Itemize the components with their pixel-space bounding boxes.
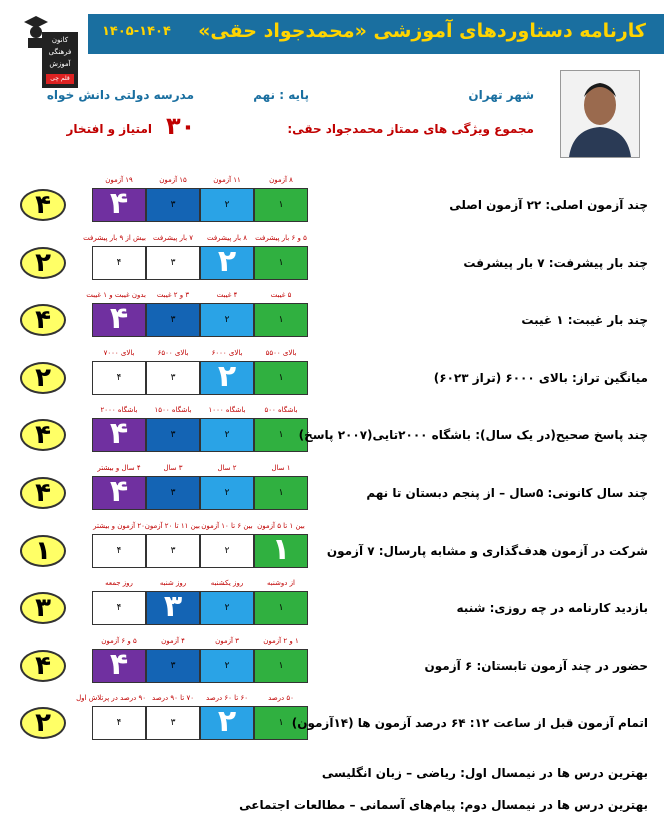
row-score-badge: ۲	[20, 247, 66, 279]
level-caption: ۴ آزمون	[161, 636, 185, 645]
level-cell-4: ۴	[92, 591, 146, 625]
page-title: کارنامه دستاوردهای آموزشی «محمدجواد حقی»	[198, 20, 646, 42]
city-label: شهر تهران	[468, 88, 534, 102]
row-score-badge: ۴	[20, 419, 66, 451]
row-score-badge: ۴	[20, 650, 66, 682]
level-captions	[92, 349, 308, 361]
level-caption: ۷۰ تا ۹۰ درصد	[152, 694, 194, 703]
level-cell-3: ۳	[146, 188, 200, 222]
level-cell-1: ۱	[254, 246, 308, 280]
level-cells	[92, 476, 308, 510]
level-cell-4: ۴	[92, 476, 146, 510]
level-caption: ۸ آزمون	[269, 176, 293, 184]
level-cells	[92, 591, 308, 625]
level-cell-1: ۱	[254, 591, 308, 625]
level-cells	[92, 188, 308, 222]
total-score: ۳۰	[166, 112, 196, 140]
level-cell-4: ۴	[92, 188, 146, 222]
level-caption: بین ۱۱ تا ۲۰ آزمون	[144, 521, 200, 530]
level-captions	[76, 694, 308, 706]
header-banner	[88, 14, 664, 54]
level-cells	[92, 243, 308, 280]
level-cell-2: ۲	[200, 649, 254, 683]
level-caption: بین ۶ تا ۱۰ آزمون	[201, 521, 253, 530]
level-cell-1: ۱	[254, 706, 308, 740]
level-cell-4: ۴	[92, 303, 146, 337]
academic-year: ۱۴۰۵-۱۴۰۴	[102, 24, 171, 39]
level-cell-1: ۱	[254, 418, 308, 452]
level-caption: بالای ۵۵۰۰	[265, 348, 297, 357]
level-cells	[92, 418, 308, 452]
level-cell-2: ۲	[200, 188, 254, 222]
level-cell-4: ۴	[92, 649, 146, 683]
level-caption: ۳ آزمون	[215, 636, 239, 645]
logo-line: کانون	[51, 36, 69, 44]
level-caption: بین ۱ تا ۵ آزمون	[257, 521, 305, 530]
level-caption: ۱۵ آزمون	[159, 176, 187, 184]
level-caption: ۵ غیبت	[270, 291, 292, 300]
level-caption: ۲ سال	[217, 464, 237, 472]
level-caption: بیش از ۹ بار پیشرفت	[83, 233, 146, 242]
level-caption: ۷ بار پیشرفت	[152, 233, 194, 242]
level-caption: ۳ و ۲ غیبت	[156, 291, 190, 300]
row-label: میانگین تراز: بالای ۶۰۰۰ (تراز ۶۰۲۳)	[433, 370, 648, 385]
level-cell-1: ۱	[254, 188, 308, 222]
row-label: حضور در چند آزمون تابستان: ۶ آزمون	[424, 658, 648, 673]
level-caption: ۱ سال	[271, 464, 291, 472]
level-cell-1: ۱	[254, 649, 308, 683]
level-cell-2: ۲	[200, 361, 254, 395]
level-cell-2: ۲	[200, 476, 254, 510]
level-cell-2: ۲	[200, 591, 254, 625]
level-cell-1: ۱	[254, 303, 308, 337]
level-cell-2: ۲	[200, 706, 254, 740]
row-score-badge: ۴	[20, 477, 66, 509]
level-caption: روز جمعه	[105, 579, 133, 588]
level-cell-3: ۳	[146, 303, 200, 337]
level-caption: ۱۹ آزمون	[105, 176, 133, 184]
level-caption: باشگاه ۱۵۰۰	[154, 406, 192, 415]
row-score-badge: ۲	[20, 707, 66, 739]
logo-line: فرهنگی	[48, 48, 72, 56]
level-cell-3: ۳	[146, 706, 200, 740]
row-score-badge: ۳	[20, 592, 66, 624]
row-score-badge: ۲	[20, 362, 66, 394]
level-cells	[92, 646, 308, 683]
level-caption: بالای ۷۰۰۰	[103, 348, 135, 357]
level-caption: ۵ و ۶ بار پیشرفت	[255, 233, 307, 242]
level-cell-4: ۴	[92, 361, 146, 395]
row-label: چند آزمون اصلی: ۲۲ آزمون اصلی	[449, 198, 648, 212]
student-photo	[560, 70, 640, 158]
level-caption: ۹۰ درصد در پرتلاش اول	[76, 694, 146, 703]
level-caption: ۶۰ تا ۶۰ درصد	[206, 694, 248, 703]
level-caption: ۱ و ۲ آزمون	[263, 636, 299, 645]
level-captions	[92, 579, 308, 591]
level-cell-2: ۲	[200, 246, 254, 280]
level-caption: باشگاه ۵۰۰	[264, 406, 298, 415]
student-portrait-icon	[561, 71, 639, 157]
level-cell-3: ۳	[146, 246, 200, 280]
level-cell-3: ۳	[146, 534, 200, 568]
grade-label: پایه : نهم	[253, 88, 309, 102]
level-caption: ۴ غیبت	[216, 291, 238, 300]
row-label: چند سال کانونی: ۵سال – از پنجم دبستان تا نهم	[366, 486, 648, 500]
level-cell-2: ۲	[200, 418, 254, 452]
level-cell-4: ۴	[92, 534, 146, 568]
level-cell-2: ۲	[200, 534, 254, 568]
row-score-badge: ۴	[20, 304, 66, 336]
level-cell-4: ۴	[92, 706, 146, 740]
level-cell-4: ۴	[92, 246, 146, 280]
level-cells	[92, 303, 308, 337]
level-cells	[92, 706, 308, 740]
level-caption: ۵ و ۶ آزمون	[101, 636, 137, 645]
kanoon-logo	[20, 14, 82, 88]
level-cell-3: ۳	[146, 418, 200, 452]
level-cell-1: ۱	[254, 361, 308, 395]
level-caption: بالای ۶۵۰۰	[157, 348, 189, 357]
level-caption: ۳ سال	[163, 464, 183, 472]
level-caption: از دوشنبه	[267, 579, 295, 588]
level-cell-3: ۳	[146, 476, 200, 510]
level-caption: ۸ بار پیشرفت	[206, 233, 248, 242]
level-caption: روز شنبه	[159, 579, 187, 588]
score-label: امتیاز و افتخار	[66, 122, 152, 136]
level-cell-3: ۳	[146, 361, 200, 395]
level-caption: روز یکشنبه	[210, 579, 244, 588]
row-label: اتمام آزمون قبل از ساعت ۱۲: ۶۴ درصد آزمون ها (۱۴آزمون)	[291, 716, 648, 731]
row-label: چند پاسخ صحیح(در یک سال): باشگاه ۲۰۰۰تایی(۲۰۰۷ پاسخ)	[298, 428, 648, 443]
best-subjects-first-term: بهترین درس ها در نیمسال اول: ریاضی – زبان انگلیسی	[321, 766, 648, 780]
level-cell-3: ۳	[146, 649, 200, 683]
level-caption: باشگاه ۱۰۰۰	[208, 406, 246, 415]
level-caption: ۵۰ درصد	[268, 694, 294, 703]
row-score-badge: ۱	[20, 535, 66, 567]
level-captions	[83, 233, 308, 246]
level-caption: بدون غیبت و ۱ غیبت	[86, 291, 146, 300]
row-label: چند بار پیشرفت: ۷ بار پیشرفت	[463, 255, 648, 270]
level-cell-4: ۴	[92, 418, 146, 452]
summary-title: مجموع ویژگی های ممتاز محمدجواد حقی:	[287, 122, 534, 136]
level-cell-1: ۱	[254, 534, 308, 568]
row-score-badge: ۴	[20, 189, 66, 221]
row-label: شرکت در آزمون هدف‌گذاری و مشابه پارسال: ۷ آزمون	[326, 543, 648, 558]
level-caption: ۱۱ آزمون	[213, 176, 241, 184]
level-caption: باشگاه ۲۰۰۰	[100, 406, 138, 415]
level-cell-1: ۱	[254, 476, 308, 510]
level-cell-3: ۳	[146, 591, 200, 625]
level-caption: ۴ سال و بیشتر	[97, 464, 141, 472]
logo-line: آموزش	[49, 60, 71, 68]
school-label: مدرسه دولتی دانش خواه	[46, 88, 194, 102]
logo-tag: قلم چی	[46, 74, 74, 84]
row-label: چند بار غیبت: ۱ غیبت	[521, 313, 648, 328]
level-cells	[92, 358, 308, 395]
best-subjects-second-term: بهترین درس ها در نیمسال دوم: پیام‌های آسمانی – مطالعات اجتماعی	[239, 798, 648, 812]
level-cells	[92, 531, 308, 568]
level-caption: بالای ۶۰۰۰	[211, 348, 243, 357]
row-label: بازدید کارنامه در چه روزی: شنبه	[456, 601, 648, 616]
level-caption: ۲۰ آزمون و بیشتر	[93, 521, 145, 530]
level-cell-2: ۲	[200, 303, 254, 337]
